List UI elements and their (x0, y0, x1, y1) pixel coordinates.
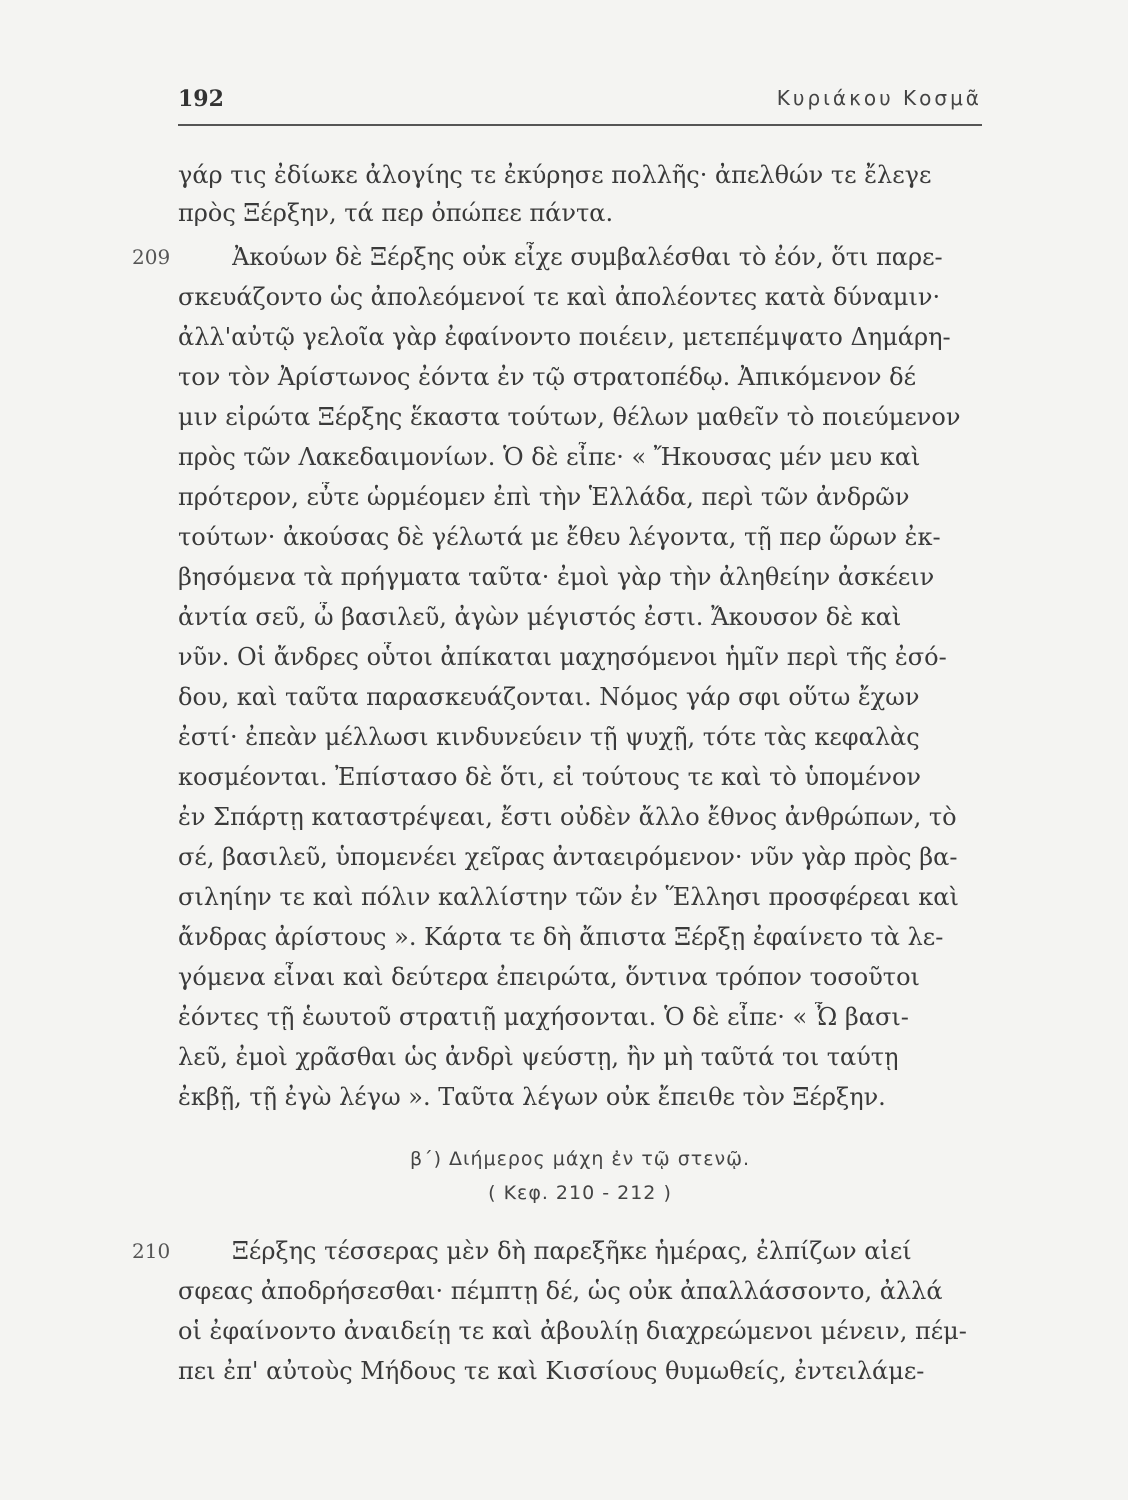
text-line: Ἀκούων δὲ Ξέρξης οὐκ εἶχε συμβαλέσθαι τὸ ἐόν, ὅτι παρε- (232, 243, 943, 271)
text-line: τον τὸν Ἀρίστωνος ἐόντα ἐν τῷ στρατοπέδῳ. Ἀπικόμενον δέ (178, 363, 917, 391)
section-title: β΄) Διήμερος μάχη ἐν τῷ στενῷ. (409, 1148, 751, 1170)
running-head: Κυριάκου Κοσμᾶ (776, 86, 982, 110)
section-reference: ( Κεφ. 210 - 212 ) (488, 1182, 672, 1204)
text-line: βησόμενα τὰ πρήγματα ταῦτα· ἐμοὶ γὰρ τὴν ἀληθείην ἀσκέειν (178, 563, 935, 591)
text-line: σκευάζοντο ὡς ἀπολεόμενοί τε καὶ ἀπολέοντες κατὰ δύναμιν· (178, 283, 941, 311)
chapter-number: 209 (132, 245, 171, 269)
text-line: σέ, βασιλεῦ, ὑπομενέει χεῖρας ἀνταειρόμενον· νῦν γὰρ πρὸς βα- (178, 843, 958, 871)
page-header (178, 86, 982, 116)
header-rule (178, 124, 982, 126)
text-line: ἀλλ'αὐτῷ γελοῖα γὰρ ἐφαίνοντο ποιέειν, μετεπέμψατο Δημάρη- (178, 323, 951, 351)
text-line: κοσμέονται. Ἐπίστασο δὲ ὅτι, εἰ τούτους τε καὶ τὸ ὑπομένον (178, 763, 921, 791)
text-line: σφεας ἀποδρήσεσθαι· πέμπτῃ δέ, ὡς οὐκ ἀπαλλάσσοντο, ἀλλά (178, 1277, 943, 1305)
page-number: 192 (178, 86, 224, 112)
text-line: ἄνδρας ἀρίστους ». Κάρτα τε δὴ ἄπιστα Ξέρξῃ ἐφαίνετο τὰ λε- (178, 923, 944, 951)
text-line: πρότερον, εὖτε ὡρμέομεν ἐπὶ τὴν Ἑλλάδα, περὶ τῶν ἀνδρῶν (178, 483, 910, 511)
text-line: μιν εἰρώτα Ξέρξης ἕκαστα τούτων, θέλων μαθεῖν τὸ ποιεύμενον (178, 403, 961, 431)
text-line: λεῦ, ἐμοὶ χρᾶσθαι ὡς ἀνδρὶ ψεύστῃ, ἢν μὴ ταῦτά τοι ταύτῃ (178, 1043, 899, 1071)
text-line: Ξέρξης τέσσερας μὲν δὴ παρεξῆκε ἡμέρας, ἐλπίζων αἰεί (232, 1237, 912, 1265)
text-line: δου, καὶ ταῦτα παρασκευάζονται. Νόμος γάρ σφι οὕτω ἔχων (178, 683, 920, 711)
text-line: τούτων· ἀκούσας δὲ γέλωτά με ἔθευ λέγοντα, τῇ περ ὥρων ἐκ- (178, 523, 941, 551)
text-line: ἐκβῇ, τῇ ἐγὼ λέγω ». Ταῦτα λέγων οὐκ ἔπειθε τὸν Ξέρξην. (178, 1083, 886, 1111)
chapter-number: 210 (132, 1239, 171, 1263)
text-line: πει ἐπ' αὐτοὺς Μήδους τε καὶ Κισσίους θυμωθείς, ἐντειλάμε- (178, 1357, 925, 1385)
text-line: πρὸς Ξέρξην, τά περ ὀπώπεε πάντα. (178, 199, 614, 227)
text-line: νῦν. Οἱ ἄνδρες οὗτοι ἀπίκαται μαχησόμενοι ἡμῖν περὶ τῆς ἐσό- (178, 643, 947, 671)
text-line: οἱ ἐφαίνοντο ἀναιδείῃ τε καὶ ἀβουλίῃ διαχρεώμενοι μένειν, πέμ- (178, 1317, 967, 1345)
text-line: γόμενα εἶναι καὶ δεύτερα ἐπειρώτα, ὅντινα τρόπον τοσοῦτοι (178, 963, 920, 991)
text-line: ἐν Σπάρτῃ καταστρέψεαι, ἔστι οὐδὲν ἄλλο ἔθνος ἀνθρώπων, τὸ (178, 803, 957, 831)
text-line: σιληίην τε καὶ πόλιν καλλίστην τῶν ἐν Ἕλλησι προσφέρεαι καὶ (178, 883, 959, 911)
text-line: γάρ τις ἐδίωκε ἀλογίης τε ἐκύρησε πολλῆς· ἀπελθών τε ἔλεγε (178, 161, 932, 189)
text-line: ἀντία σεῦ, ὦ βασιλεῦ, ἀγὼν μέγιστός ἐστι. Ἄκουσον δὲ καὶ (178, 603, 902, 631)
text-line: πρὸς τῶν Λακεδαιμονίων. Ὁ δὲ εἶπε· « Ἤκουσας μέν μευ καὶ (178, 443, 921, 471)
text-line: ἐστί· ἐπεὰν μέλλωσι κινδυνεύειν τῇ ψυχῇ, τότε τὰς κεφαλὰς (178, 723, 920, 751)
text-line: ἐόντες τῇ ἑωυτοῦ στρατιῇ μαχήσονται. Ὁ δὲ εἶπε· « Ὦ βασι- (178, 1003, 909, 1031)
